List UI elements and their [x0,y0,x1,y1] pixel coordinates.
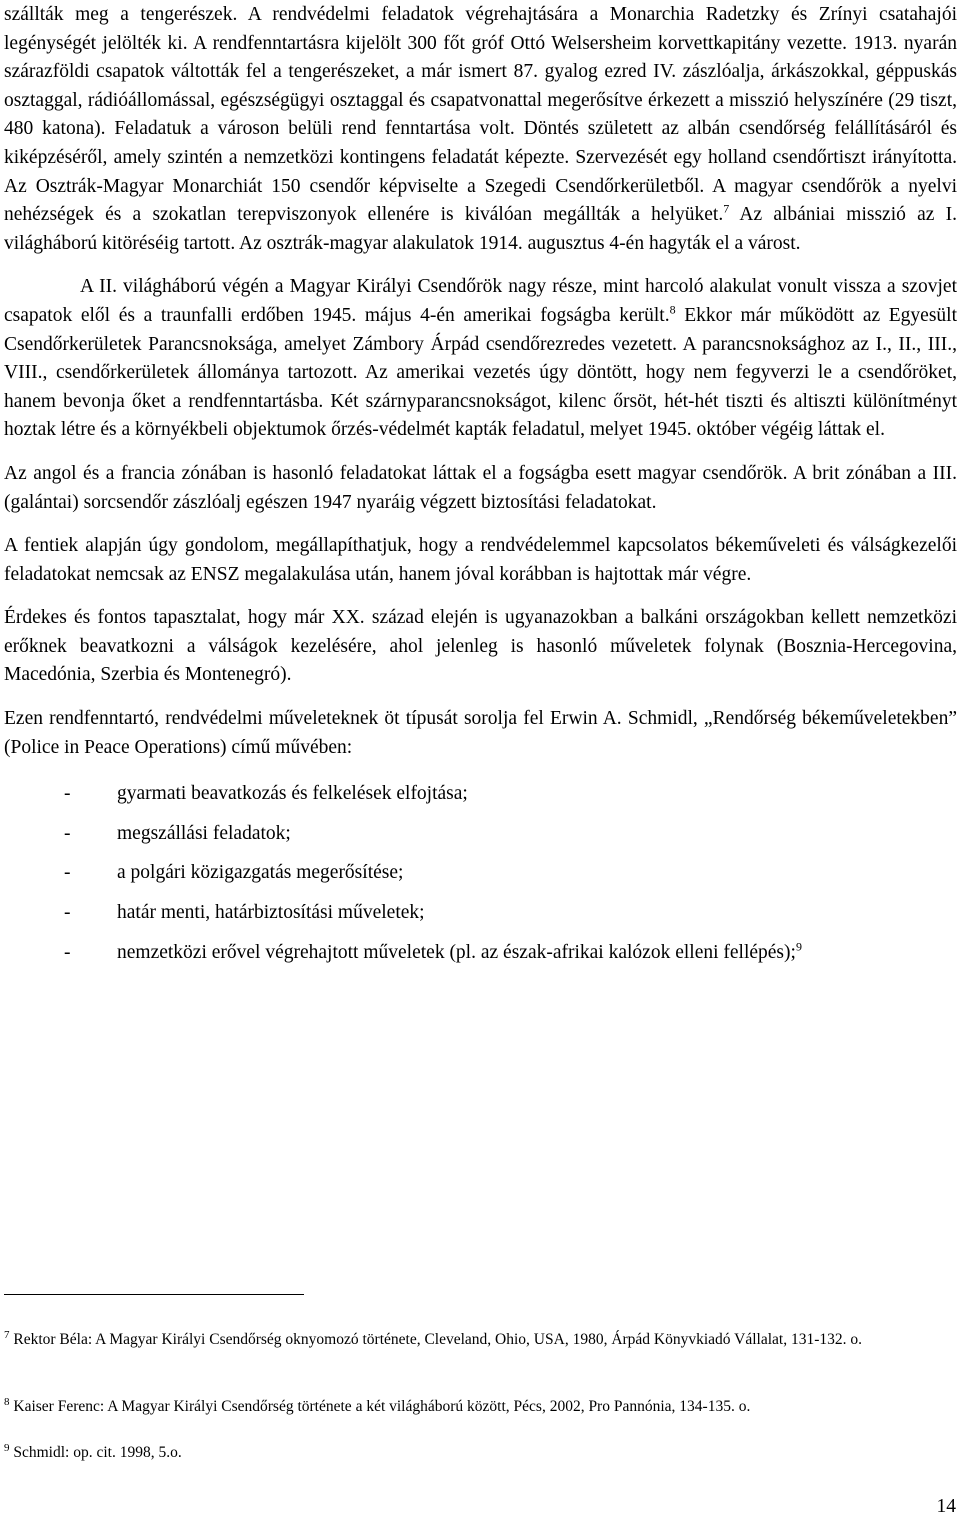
paragraph-1-text: szállták meg a tengerészek. A rendvédelmi feladatok végrehajtására a Monarchia Radetzky és Zrínyi csatahajói legénységét jelölték ki. A rendfenntartásra kijelölt 300 főt gróf Ottó Welsersheim korvettkapitány vezette. 1913. nyarán szárazföldi csapatok váltották fel a tengerészeket, a már ismert 87. gyalog ezred IV. zászlóalja, árkászokkal, géppuskás osztaggal, rádióállomással, egészségügyi osztaggal és csapatvonattal megerősítve érkezett a misszió helyszínére (29 tiszt, 480 katona). Feladatuk a városon belüli rend fenntartása volt. Döntés született az albán csendőrség felállításáról és kiképzéséről, amely szintén a nemzetközi kontingens feladatát képezte. Szervezését egy holland csendőrtiszt irányította. Az Osztrák-Magyar Monarchiát 150 csendőr képviselte a Szegedi Csendőrkerületből. A magyar csendőrök a nyelvi nehézségek és a szokatlan terepviszonyok ellenére is kiválóan megállták a helyüket. [4,4,957,226]
list-item-text: a polgári közigazgatás megerősítése; [117,862,404,884]
list-item [4,899,957,928]
dash-marker: - [64,862,71,884]
list-item [4,820,957,849]
paragraph-4: A fentiek alapján úgy gondolom, megállapíthatjuk, hogy a rendvédelemmel kapcsolatos békeműveleti és válságkezelői feladatokat nemcsak az ENSZ megalakulása után, hanem jóval korábban is hajtottak már végre. [4,535,957,585]
operation-types-list [4,780,957,967]
list-item [4,780,957,809]
page-number: 14 [936,1496,956,1517]
footnote-7 [4,1328,957,1351]
footnote-ref-7[interactable]: 7 [723,201,730,216]
dash-marker: - [64,902,71,924]
spacer [4,517,957,532]
paragraph-1 [4,1,957,258]
footnote-body: Kaiser Ferenc: A Magyar Királyi Csendőrség története a két világháború között, Pécs, 2002, Pro Pannónia, 134-135. o. [9,1398,751,1415]
footnote-number: 8 [4,1395,10,1408]
footnote-9 [4,1441,957,1464]
paragraph-1-tail: Az albániai misszió az I. világháború kitöréséig tartott. Az osztrák-magyar alakulatok 1914. augusztus 4-én hagyták el a várost. [4,204,957,254]
list-item-text: nemzetközi erővel végrehajtott műveletek (pl. az észak-afrikai kalózok elleni fellépés); [117,941,796,963]
dash-marker: - [64,783,71,805]
footnote-number: 7 [4,1328,10,1341]
footnote-body: Schmidl: op. cit. 1998, 5.o. [9,1444,182,1461]
paragraph-2 [4,273,957,445]
dash-marker: - [64,822,71,844]
footnote-ref-9[interactable]: 9 [795,939,802,954]
footnote-9-text [4,1441,957,1464]
paragraph-2-text: A II. világháború végén a Magyar Királyi Csendőrök nagy része, mint harcoló alakulat vonult vissza a szovjet csapatok elől és a traunfalli erdőben 1945. május 4-én amerikai fogságba került. [4,276,957,326]
spacer [4,589,957,604]
list-item [4,939,957,968]
spacer [4,690,957,705]
footnote-separator [4,1294,304,1295]
spacer [4,445,957,460]
list-item-text: megszállási feladatok; [117,822,291,844]
footnote-8 [4,1395,957,1418]
footnote-7-text [4,1328,957,1351]
paragraph-2-tail: Ekkor már működött az Egyesült Csendőrkerületek Parancsnoksága, amelyet Zámbory Árpád csendőrezredes vezetett. A parancsnoksághoz az I., II., III., VIII., csendőrkerületek állománya tartozott. Az amerikai vezetés úgy döntött, hogy nem fegyverzi le a csendőröket, hanem bevonja őket a rendfenntartásba. Két szárnyparancsnokságot, kilenc őrsöt, hét-hét tiszti és altiszti különítményt hoztak létre és a környékbeli objektumok őrzés-védelmét kapták feladatul, melyet 1945. október végéig láttak el. [4,304,957,441]
spacer [4,258,957,273]
paragraph-5: Érdekes és fontos tapasztalat, hogy már XX. század elején is ugyanazokban a balkáni országokban kellett nemzetközi erőknek beavatkozni a válságok kezelésére, ahol jelenleg is hasonló műveletek folynak (Bosznia-Hercegovina, Macedónia, Szerbia és Montenegró). [4,607,957,686]
body-text [4,1,957,978]
paragraph-3: Az angol és a francia zónában is hasonló feladatokat láttak el a fogságba esett magyar csendőrök. A brit zónában a III. (galántai) sorcsendőr zászlóalj egészen 1947 nyaráig végzett biztosítási feladatokat. [4,462,957,513]
paragraph-6: Ezen rendfenntartó, rendvédelmi műveleteknek öt típusát sorolja fel Erwin A. Schmidl, „Rendőrség békeműveletekben” (Police in Peace Operations) című művében: [4,708,957,758]
footnote-8-text [4,1395,957,1418]
spacer [4,762,957,780]
footnote-body: Rektor Béla: A Magyar Királyi Csendőrség oknyomozó története, Cleveland, Ohio, USA, 1980, Árpád Könyvkiadó Vállalat, 131-132. o. [9,1331,862,1348]
list-item [4,859,957,888]
list-item-text: határ menti, határbiztosítási műveletek; [117,902,425,924]
list-item-text: gyarmati beavatkozás és felkelések elfojtása; [117,783,468,805]
footnote-ref-8[interactable]: 8 [669,302,676,317]
dash-marker: - [64,941,71,963]
footnote-number: 9 [4,1441,10,1454]
